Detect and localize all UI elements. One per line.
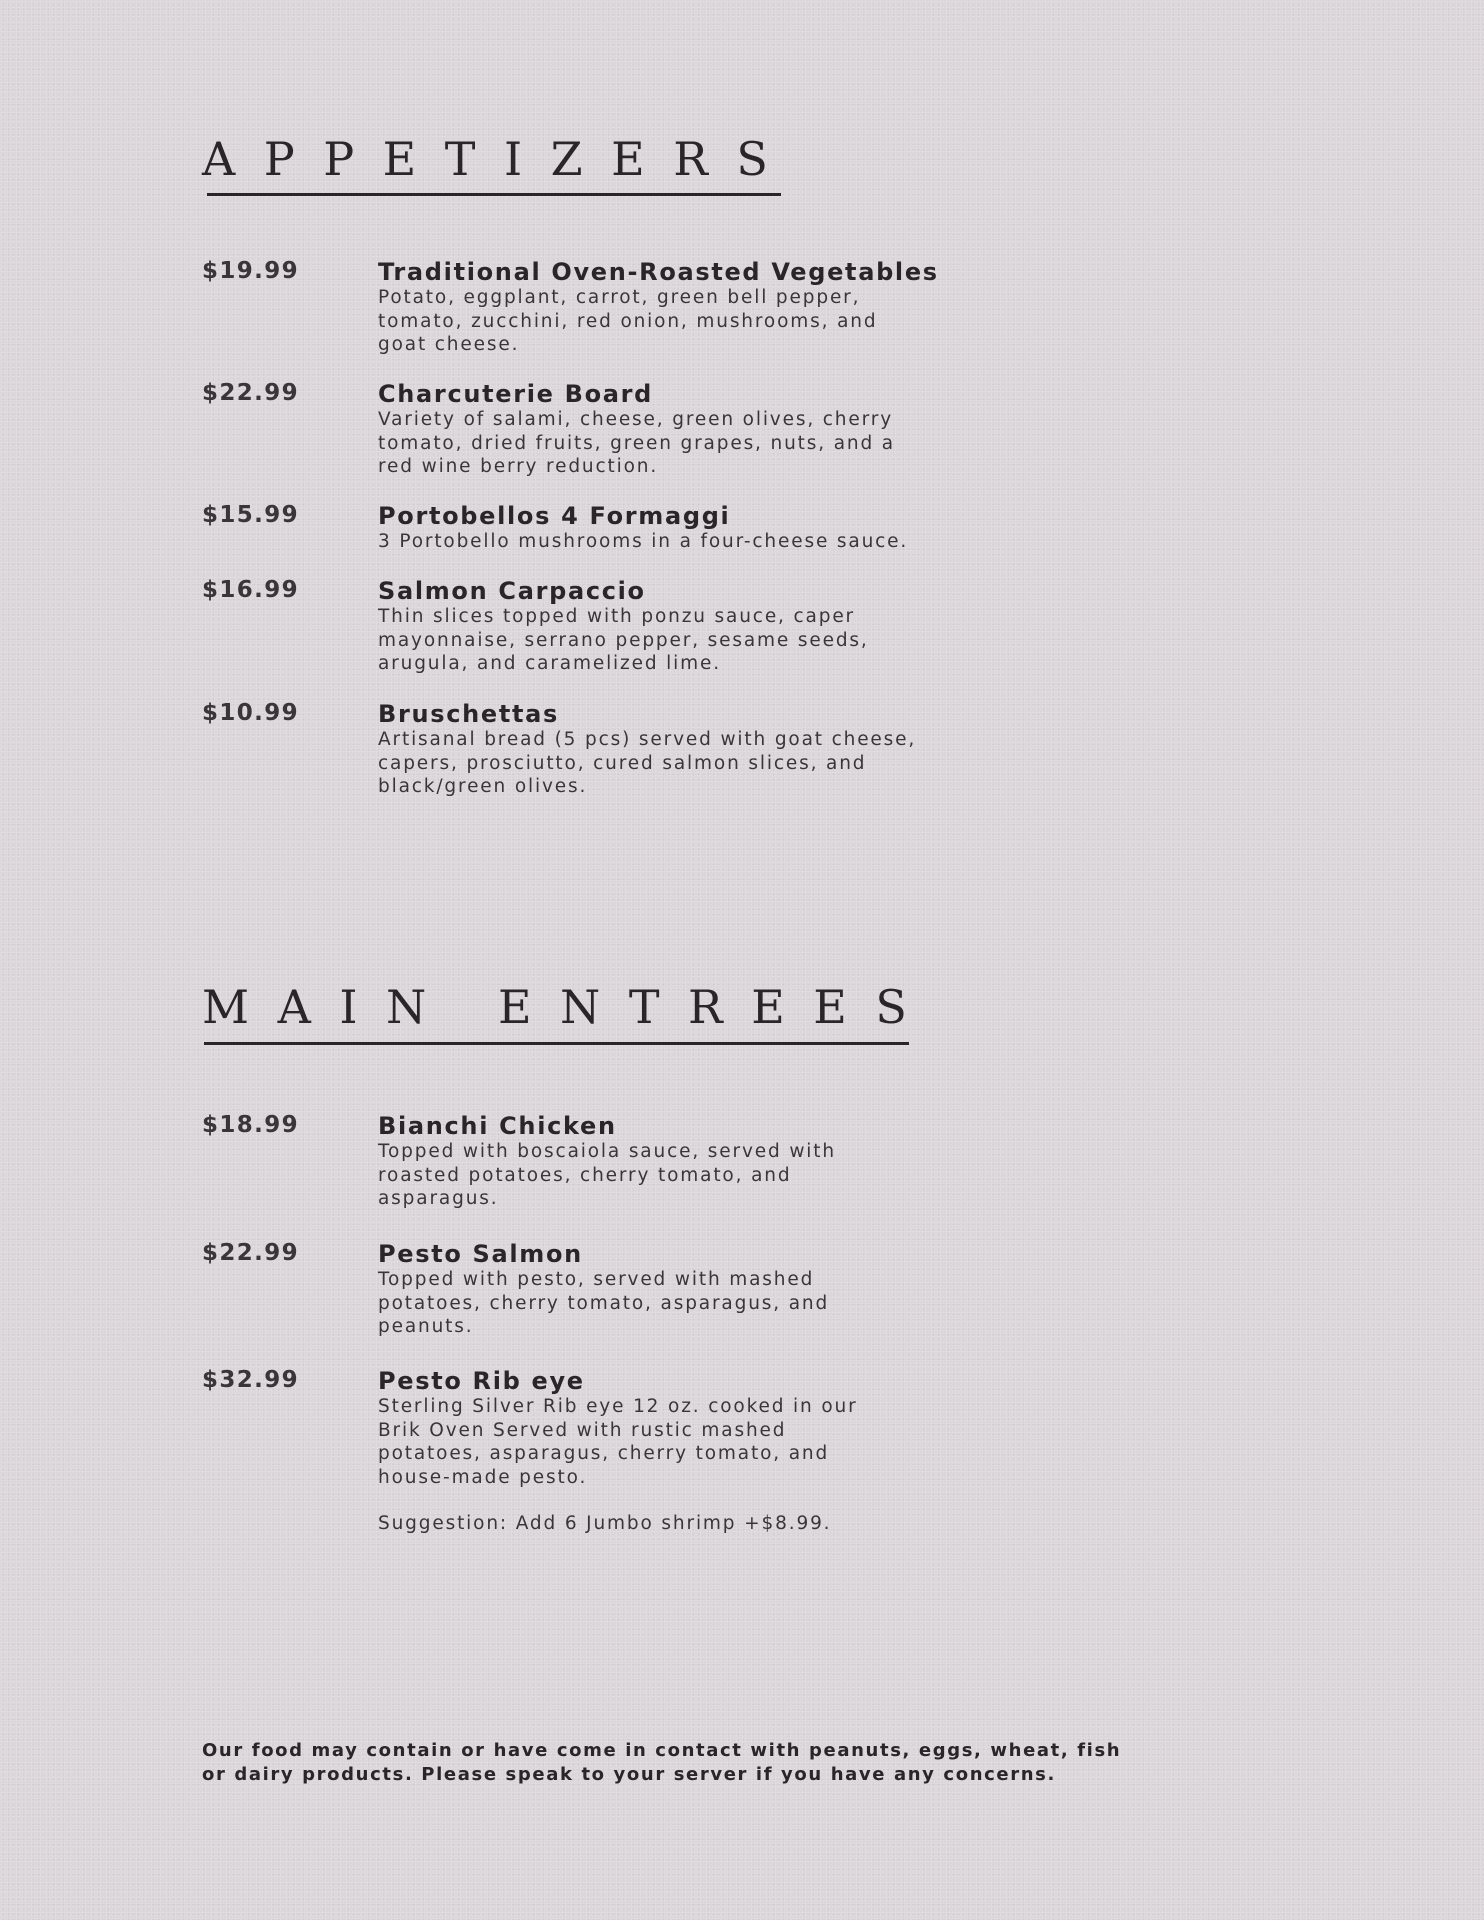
main-entrees-heading: MAIN ENTREES bbox=[202, 980, 936, 1034]
item-price: $16.99 bbox=[202, 577, 300, 603]
item-price: $15.99 bbox=[202, 502, 300, 528]
item-description: Topped with pesto, served with mashed potatoes, cherry tomato, asparagus, and peanuts. bbox=[378, 1269, 830, 1337]
item-description: Variety of salami, cheese, green olives, cherry tomato, dried fruits, green grapes, nuts, and a red wine berry reduction. bbox=[378, 409, 895, 477]
item-suggestion: Suggestion: Add 6 Jumbo shrimp +$8.99. bbox=[378, 1513, 832, 1534]
item-name: Charcuterie Board bbox=[378, 380, 654, 408]
item-description: Artisanal bread (5 pcs) served with goat cheese, capers, prosciutto, cured salmon slices, and black/green olives. bbox=[378, 729, 917, 797]
main-entrees-underline bbox=[204, 1042, 909, 1045]
appetizers-underline bbox=[207, 193, 781, 196]
item-name: Traditional Oven-Roasted Vegetables bbox=[378, 258, 939, 286]
item-name: Bianchi Chicken bbox=[378, 1112, 617, 1140]
item-price: $22.99 bbox=[202, 380, 300, 406]
appetizers-heading: APPETIZERS bbox=[202, 132, 797, 186]
item-price: $18.99 bbox=[202, 1112, 300, 1138]
item-description: Sterling Silver Rib eye 12 oz. cooked in our Brik Oven Served with rustic mashed potatoes, asparagus, cherry tomato, and house-made pesto. bbox=[378, 1396, 858, 1488]
item-name: Salmon Carpaccio bbox=[378, 577, 646, 605]
item-name: Portobellos 4 Formaggi bbox=[378, 502, 731, 530]
item-description: 3 Portobello mushrooms in a four-cheese sauce. bbox=[378, 531, 909, 552]
item-price: $32.99 bbox=[202, 1367, 300, 1393]
item-description: Topped with boscaiola sauce, served with roasted potatoes, cherry tomato, and asparagus. bbox=[378, 1141, 836, 1209]
allergen-disclaimer: Our food may contain or have come in contact with peanuts, eggs, wheat, fish or dairy products. Please speak to your server if you have any concerns. bbox=[202, 1740, 1122, 1785]
item-price: $10.99 bbox=[202, 700, 300, 726]
item-description: Potato, eggplant, carrot, green bell pepper, tomato, zucchini, red onion, mushrooms, and goat cheese. bbox=[378, 287, 878, 355]
item-name: Pesto Rib eye bbox=[378, 1367, 585, 1395]
item-price: $19.99 bbox=[202, 258, 300, 284]
item-name: Bruschettas bbox=[378, 700, 559, 728]
item-description: Thin slices topped with ponzu sauce, caper mayonnaise, serrano pepper, sesame seeds, arugula, and caramelized lime. bbox=[378, 606, 869, 674]
item-price: $22.99 bbox=[202, 1240, 300, 1266]
item-name: Pesto Salmon bbox=[378, 1240, 583, 1268]
